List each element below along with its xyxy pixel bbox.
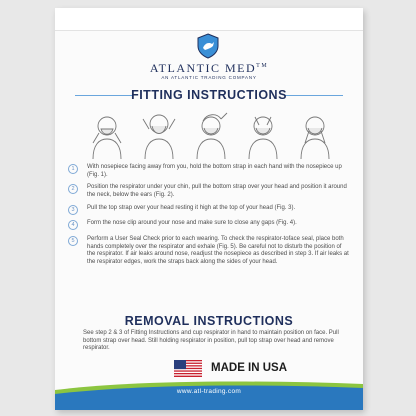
step-number: 1 (68, 164, 78, 174)
removal-title: REMOVAL INSTRUCTIONS (124, 314, 294, 328)
fitting-figures (85, 109, 335, 159)
figure-3-illustration (189, 109, 233, 159)
step-number: 3 (68, 205, 78, 215)
figure-2-illustration (137, 109, 181, 159)
website-url[interactable]: www.atl-trading.com (176, 388, 242, 395)
figure-5-illustration (293, 109, 337, 159)
step-text: With nosepiece facing away from you, hold the bottom strap in each hand with the nosepiece up (Fig. 1). (87, 164, 342, 178)
step-number: 2 (68, 184, 78, 194)
figure-1-illustration (85, 109, 129, 159)
step-text: Pull the top strap over your head resting it high at the top of your head (Fig. 3). (87, 205, 296, 211)
footer-wave-band (55, 380, 363, 410)
brand-name: ATLANTIC MED™ (149, 61, 269, 75)
step-text: Perform a User Seal Check prior to each wearing. To check the respirator-toface seal, place both hands completely over the respirator and exhale (Fig. 5). Be careful not to disturb the position of the respirator. If air leaks around nose, readjust the nosepiece as described in step 3. If air leaks at the respirator edges, work the straps back along the sides of your head. (87, 236, 349, 265)
removal-text: See step 2 & 3 of Fitting Instructions and cup respirator in hand to maintain position on face. Pull bottom strap over head. Still holding respirator in position, pull top strap over head and remove respirator. (83, 330, 339, 351)
step-number: 4 (68, 220, 78, 230)
figure-4-illustration (241, 109, 285, 159)
step-number: 5 (68, 236, 78, 246)
step-text: Position the respirator under your chin, pull the bottom strap over your head and position it around the neck, below the ears (Fig. 2). (87, 184, 347, 198)
product-box-back (55, 8, 363, 410)
box-top-flap (55, 8, 363, 31)
step-text: Form the nose clip around your nose and make sure to close any gaps (Fig. 4). (87, 220, 297, 226)
made-in-usa-label: MADE IN USA (211, 362, 288, 374)
us-flag-icon (174, 360, 202, 377)
brand-trademark: TM (256, 63, 269, 69)
brand-shield-logo (197, 33, 219, 59)
brand-subtitle: AN ATLANTIC TRADING COMPANY (161, 75, 257, 80)
fitting-title: FITTING INSTRUCTIONS (131, 88, 287, 102)
